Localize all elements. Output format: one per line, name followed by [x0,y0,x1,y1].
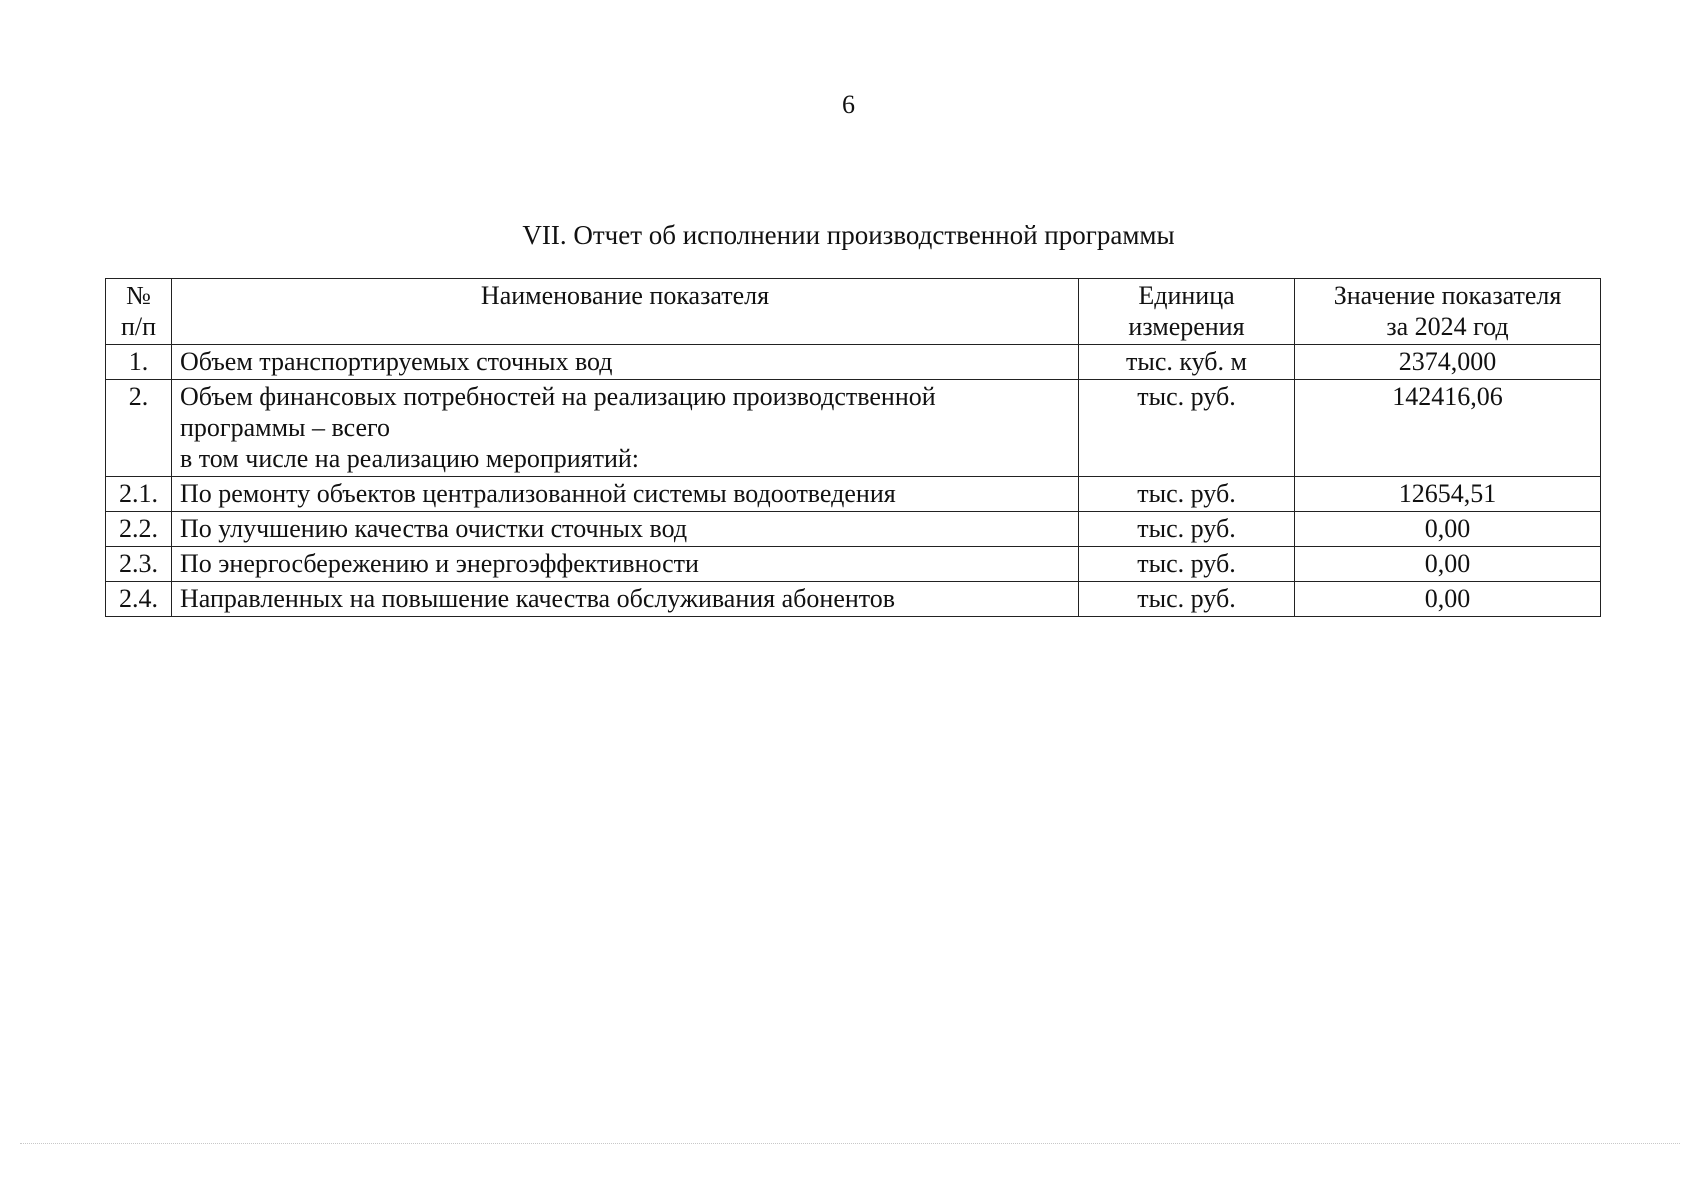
row-indicator-name: По энергосбережению и энергоэффективности [172,547,1079,582]
row-indicator-name-line3: в том числе на реализацию мероприятий: [180,444,640,473]
scan-artifact-divider [20,1143,1680,1144]
row-indicator-name: По ремонту объектов централизованной системы водоотведения [172,477,1079,512]
section-title: VII. Отчет об исполнении производственной программы [522,220,1175,250]
row-number: 2.1. [106,477,172,512]
row-unit: тыс. руб. [1079,380,1295,477]
row-value: 12654,51 [1295,477,1601,512]
header-indicator-name: Наименование показателя [172,279,1079,345]
row-number: 1. [106,345,172,380]
row-unit: тыс. руб. [1079,512,1295,547]
page-number: 6 [842,90,855,119]
row-indicator-name: Направленных на повышение качества обслуживания абонентов [172,582,1079,617]
table-row [106,477,1601,512]
table-row [106,547,1601,582]
row-indicator-name-line1: Объем финансовых потребностей на реализацию производственной [180,382,936,411]
row-unit: тыс. руб. [1079,582,1295,617]
header-unit [1079,279,1295,345]
row-indicator-name: По улучшению качества очистки сточных вод [172,512,1079,547]
header-value-line1: Значение показателя [1333,281,1562,310]
table-row [106,512,1601,547]
table-row [106,345,1601,380]
row-number: 2.3. [106,547,172,582]
header-number [106,279,172,345]
header-value-line2: за 2024 год [1386,312,1509,341]
table-row [106,582,1601,617]
header-number-symbol: № [126,281,151,310]
row-value: 0,00 [1295,547,1601,582]
row-value: 2374,000 [1295,345,1601,380]
row-unit: тыс. руб. [1079,477,1295,512]
row-value: 0,00 [1295,582,1601,617]
row-unit: тыс. куб. м [1079,345,1295,380]
row-value: 0,00 [1295,512,1601,547]
row-indicator-name-line2: программы – всего [180,413,391,442]
header-unit-line1: Единица [1138,281,1235,310]
production-program-table [105,278,1601,617]
row-number: 2.4. [106,582,172,617]
row-value: 142416,06 [1295,380,1601,477]
header-value [1295,279,1601,345]
header-number-abbr: п/п [120,312,157,341]
row-indicator-name: Объем транспортируемых сточных вод [172,345,1079,380]
table-row [106,380,1601,477]
table-header-row [106,279,1601,345]
header-unit-line2: измерения [1128,312,1245,341]
row-number: 2. [106,380,172,477]
row-unit: тыс. руб. [1079,547,1295,582]
row-indicator-name [172,380,1079,477]
row-number: 2.2. [106,512,172,547]
